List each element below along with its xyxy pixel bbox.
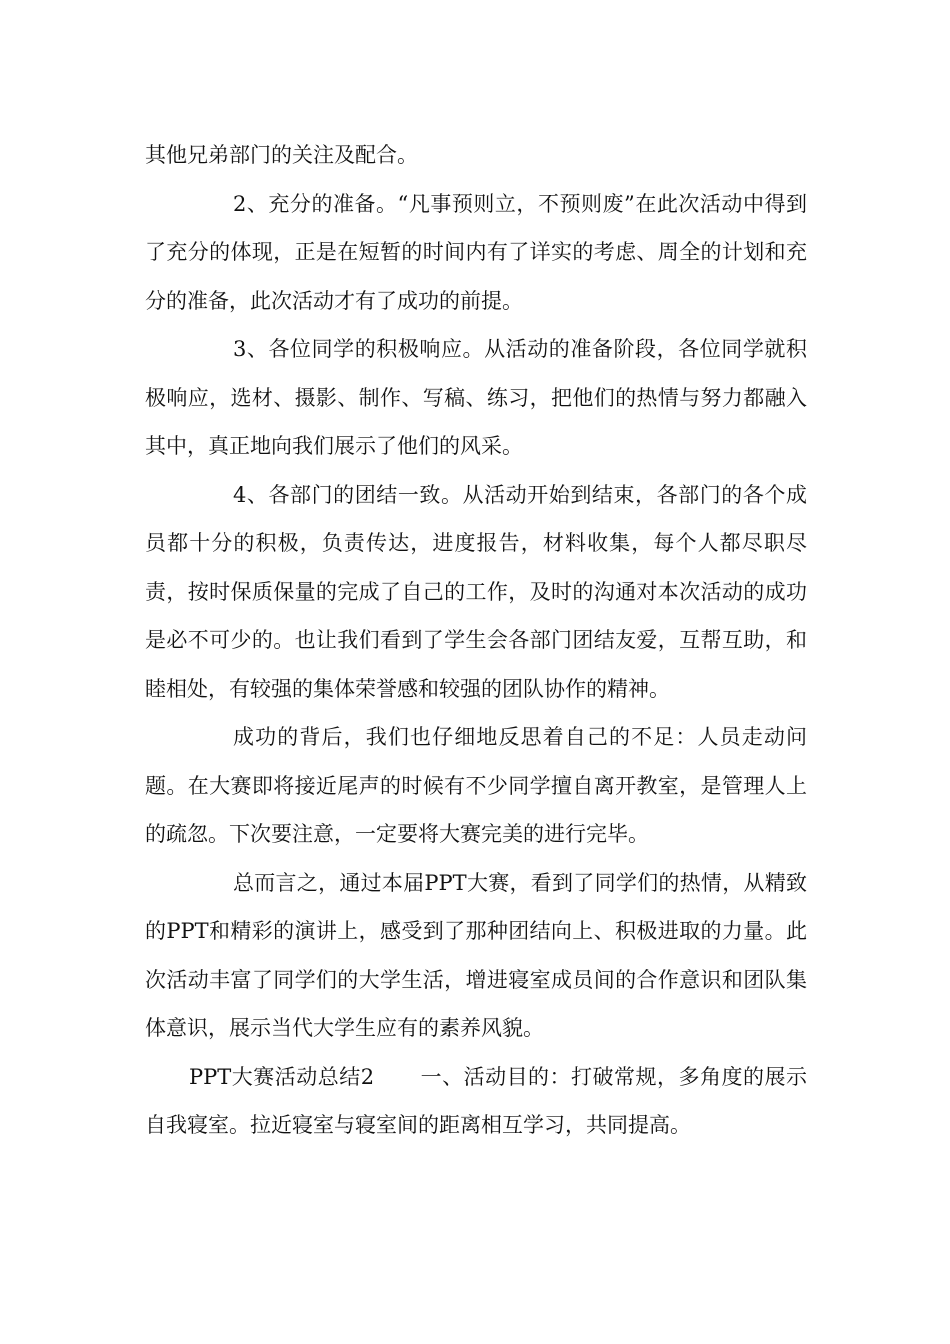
paragraph-continuation: 其他兄弟部门的关注及配合。 bbox=[145, 143, 418, 167]
paragraph-conclusion: 总而言之，通过本届PPT大赛，看到了同学们的热情，从精致的PPT和精彩的演讲上，感受到了那种团结向上、积极进取的力量。此次活动丰富了同学们的大学生活，增进寝室成员间的合作意识和团队集体意识，展示当代大学生应有的素养风貌。 bbox=[145, 870, 807, 1040]
document-body bbox=[145, 131, 807, 1150]
paragraph-shortcomings: 成功的背后，我们也仔细地反思着自己的不足：人员走动问题。在大赛即将接近尾声的时候有不少同学擅自离开教室，是管理人上的疏忽。下次要注意，一定要将大赛完美的进行完毕。 bbox=[145, 725, 807, 846]
paragraph-summary-2 bbox=[145, 1053, 807, 1150]
summary-2-body: 一、活动目的：打破常规，多角度的展示自我寝室。拉近寝室与寝室间的距离相互学习，共同提高。 bbox=[145, 1064, 807, 1137]
paragraph-response: 3、各位同学的积极响应。从活动的准备阶段，各位同学就积极响应，选材、摄影、制作、写稿、练习，把他们的热情与努力都融入其中，真正地向我们展示了他们的风采。 bbox=[145, 337, 807, 458]
summary-2-heading: PPT大赛活动总结2 bbox=[189, 1064, 375, 1089]
paragraph-preparation: 2、充分的准备。“凡事预则立，不预则废”在此次活动中得到了充分的体现，正是在短暂的时间内有了详实的考虑、周全的计划和充分的准备，此次活动才有了成功的前提。 bbox=[145, 191, 807, 313]
paragraph-unity: 4、各部门的团结一致。从活动开始到结束，各部门的各个成员都十分的积极，负责传达，进度报告，材料收集，每个人都尽职尽责，按时保质保量的完成了自己的工作，及时的沟通对本次活动的成功是必不可少的。也让我们看到了学生会各部门团结友爱，互帮互助，和睦相处，有较强的集体荣誉感和较强的团队协作的精神。 bbox=[145, 482, 807, 701]
